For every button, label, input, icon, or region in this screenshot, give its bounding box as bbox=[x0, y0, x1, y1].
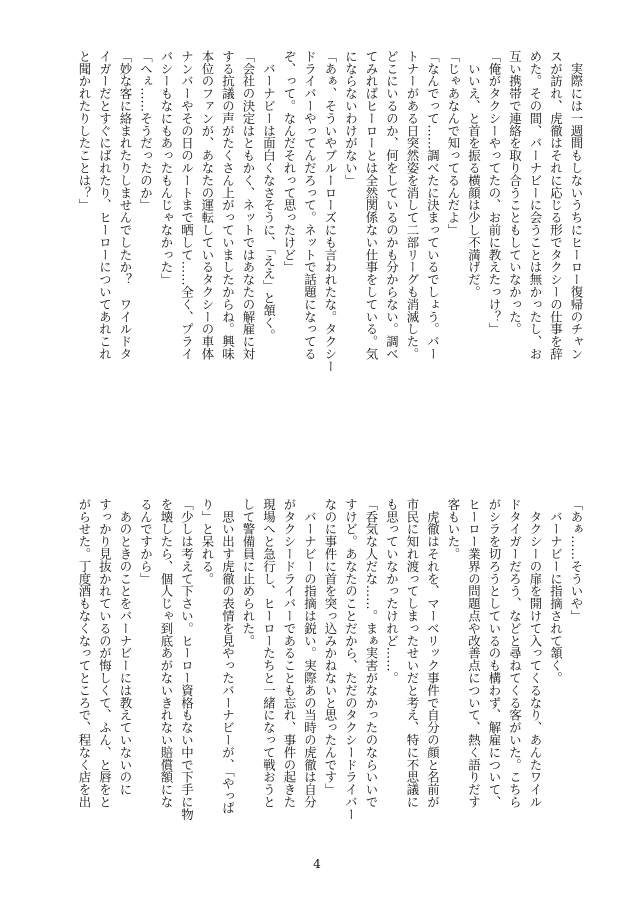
text-line: 客もいた。 bbox=[446, 498, 461, 560]
text-line: ドタイガーだろう、などと尋ねてくる客がいた。こちら bbox=[507, 498, 523, 808]
text-line: バーナビーは面白くなさそうに、「ええ」と頷く。 bbox=[261, 50, 277, 342]
text-line: てみればヒーローとは全然関係ない仕事をしている。気 bbox=[364, 50, 379, 360]
text-line: して警備員に止められた。 bbox=[241, 498, 256, 647]
text-line: 実際には一週間もしないうちにヒーロー復帰のチャン bbox=[569, 50, 584, 360]
text-line: がらせた。丁度酒もなくなってところで、程なく店を出 bbox=[77, 498, 92, 808]
text-line: すけど。あなたのことだから、ただのタクシードライバー bbox=[343, 498, 359, 821]
text-line: バーナビーの指摘は鋭い。実際あの当時の虎徹は自分 bbox=[302, 498, 318, 808]
text-line: イガーだとすぐにばれたり、ヒーローについてあれこれ bbox=[97, 50, 113, 360]
text-line: 「会社の決定はともかく、ネットではあなたの解雇に対 bbox=[241, 50, 256, 360]
text-line: 「なんでって……調べたに決まっているでしょう。バー bbox=[425, 50, 441, 360]
text-line: も思っていなかったけれど……。 bbox=[384, 498, 400, 684]
text-line: がタクシードライバーであることも忘れ、事件の起きた bbox=[282, 498, 297, 808]
text-line: 現場へと急行し、ヒーローたちと一緒になって戦おうと bbox=[261, 498, 277, 808]
text-line: 「あぁ……そういや」 bbox=[569, 498, 584, 622]
text-line: り」と呆れる。 bbox=[200, 498, 215, 585]
text-line: 思い出す虎徹の表情を見やったバーナビーが、「やっぱ bbox=[220, 498, 236, 815]
text-line: バーナビーに指摘されて頷く。 bbox=[548, 498, 564, 684]
text-line: する抗議の声がたくさん上がっていましたからね。興味 bbox=[220, 50, 236, 360]
text-line: 「へぇ……そうだったのか」 bbox=[138, 50, 154, 212]
text-line: ぞ、って。なんだそれって思ったけど」 bbox=[282, 50, 297, 274]
text-line: 「俺がタクシーやってたの、お前に教えたっけ？」 bbox=[487, 50, 502, 336]
text-line: と聞かれたりしたことは？」 bbox=[77, 50, 92, 212]
text-line: スが訪れ、虎徹はそれに応じる形でタクシーの仕事を辞 bbox=[548, 50, 564, 360]
text-line: ドライバーやってんだろって。ネットで話題になってる bbox=[302, 50, 318, 360]
upper-text-block bbox=[77, 50, 586, 395]
text-line: 「呑気な人だな……。まぁ実害がなかったのならいいで bbox=[364, 498, 379, 808]
text-line: にならないわけがない」 bbox=[343, 50, 359, 187]
text-line: 互い携帯で連絡を取り合うこともしていなかった。 bbox=[507, 50, 523, 336]
text-line: あのときのことをバーナビーには教えていないのに bbox=[118, 498, 133, 796]
text-line: バシーもなにもあったもんじゃなかった」 bbox=[159, 50, 174, 286]
text-line: るんですから」 bbox=[138, 498, 154, 585]
text-line: ヒーロー業界の問題点や改善点について、熱く語りだす bbox=[466, 498, 482, 808]
text-line: 本位のファンが、あなたの運転しているタクシーの車体 bbox=[200, 50, 215, 360]
text-line: 虎徹はそれを、マーベリック事件で自分の顔と名前が bbox=[425, 498, 441, 808]
text-line: タクシーの扉を開けて入ってくるなり、あんたワイル bbox=[528, 498, 543, 808]
lower-text-block bbox=[77, 498, 586, 843]
text-line: を壊したら、個人じゃ到底あがないきれない賠償額にな bbox=[159, 498, 174, 808]
text-line: いいえ、と首を振る横顔は少し不満げだ。 bbox=[466, 50, 482, 298]
text-line: 市民に知れ渡ってしまったせいだと考え、特に不思議に bbox=[405, 498, 420, 808]
text-line: 「妙な客に絡まれたりしませんでしたか？ ワイルドタ bbox=[118, 50, 133, 360]
text-line: すっかり見抜かれているのが悔しくて、ふん、と唇をと bbox=[97, 498, 113, 808]
text-line: なのに事件に首を突っ込みかねないと思ったんです」 bbox=[323, 498, 338, 796]
page-number: 4 bbox=[313, 857, 321, 871]
text-line: 「あぁ、そういやブルーローズにも言われたな。タクシー bbox=[323, 50, 338, 373]
text-line: がシラを切ろうとしているのも構わず、解雇について、 bbox=[487, 498, 502, 808]
text-line: ナンバーやその日のルートまで晒して……全く、プライ bbox=[179, 50, 195, 360]
text-line: 「じゃあなんで知ってるんだよ」 bbox=[446, 50, 461, 236]
text-line: めた。その間、バーナビーに会うことは無かったし、お bbox=[528, 50, 543, 360]
text-line: 「少しは考えて下さい。ヒーロー資格もない中で下手に物 bbox=[179, 498, 195, 821]
text-line: どこにいるのか、何をしているのかも分からない。調べ bbox=[384, 50, 400, 360]
text-line: トナーがある日突然姿を消して二部リーグも消滅した。 bbox=[405, 50, 420, 360]
